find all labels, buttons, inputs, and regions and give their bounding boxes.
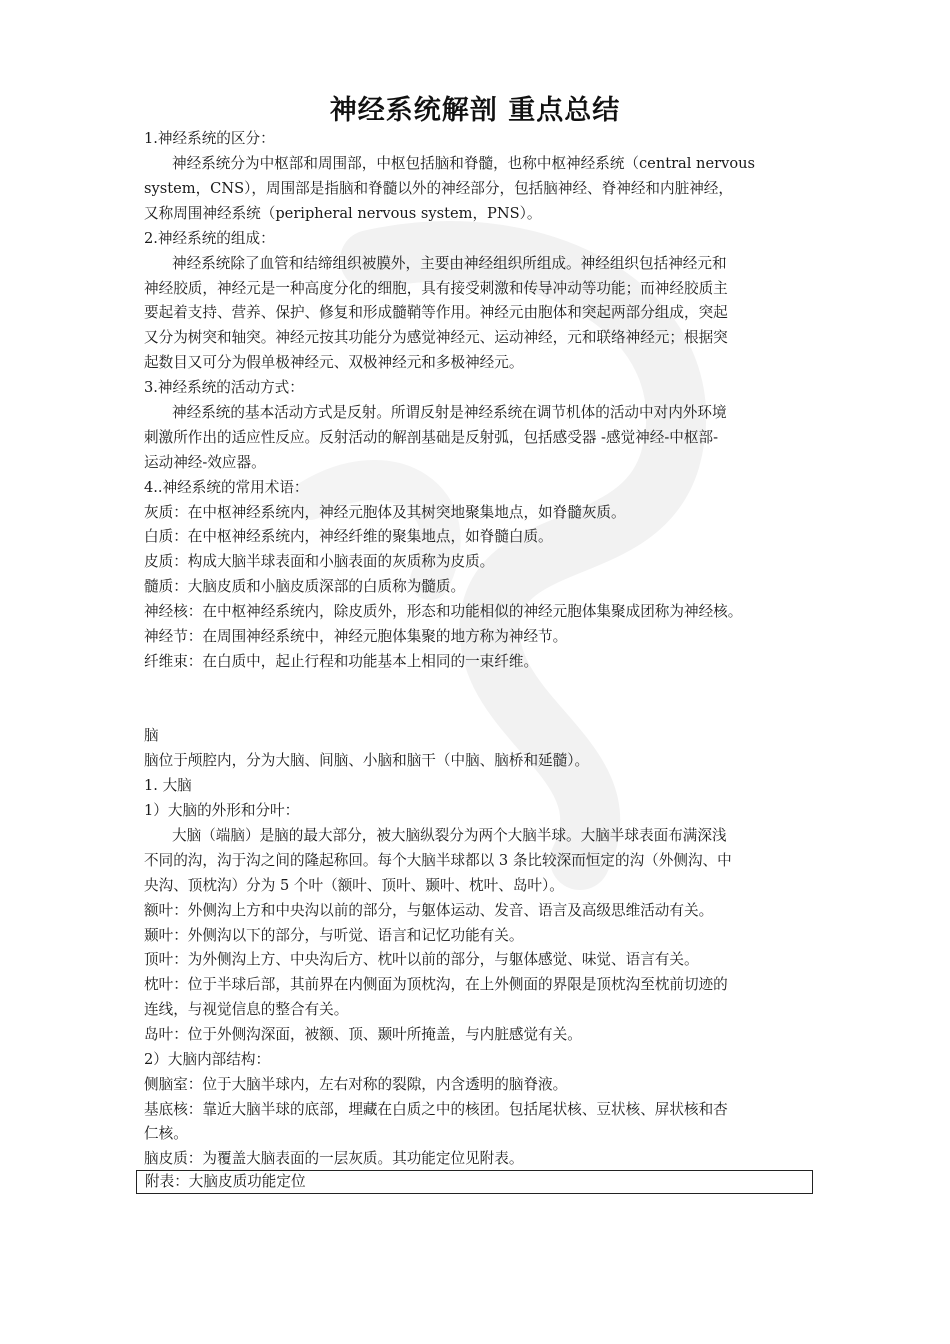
section-4-heading: 4..神经系统的常用术语： — [144, 479, 309, 496]
lobe-line: 顶叶：为外侧沟上方、中央沟后方、枕叶以前的部分，与躯体感觉、味觉、语言有关。 — [144, 951, 699, 968]
section-3-heading: 3.神经系统的活动方式： — [144, 379, 304, 396]
structure-line: 侧脑室：位于大脑半球内，左右对称的裂隙，内含透明的脑脊液。 — [144, 1076, 568, 1093]
term-line: 神经节：在周围神经系统中，神经元胞体集聚的地方称为神经节。 — [144, 628, 568, 645]
structure-line: 基底核：靠近大脑半球的底部，埋藏在白质之中的核团。包括尾状核、豆状核、屏状核和杏 — [144, 1101, 728, 1118]
term-line: 神经核：在中枢神经系统内，除皮质外，形态和功能相似的神经元胞体集聚成团称为神经核。 — [144, 603, 743, 620]
section-2-heading: 2.神经系统的组成： — [144, 230, 275, 247]
subsection-1-heading: 1）大脑的外形和分叶： — [144, 802, 300, 819]
lobe-line: 额叶：外侧沟上方和中央沟以前的部分，与躯体运动、发音、语言及高级思维活动有关。 — [144, 902, 714, 919]
term-line: 白质：在中枢神经系统内，神经纤维的聚集地点，如脊髓白质。 — [144, 528, 553, 545]
lobe-line: 岛叶：位于外侧沟深面，被额、顶、颞叶所掩盖，与内脏感觉有关。 — [144, 1026, 582, 1043]
term-line: 髓质：大脑皮质和小脑皮质深部的白质称为髓质。 — [144, 578, 466, 595]
section-2-line: 又分为树突和轴突。神经元按其功能分为感觉神经元、运动神经，元和联络神经元；根据突 — [144, 329, 728, 346]
subsection-2-heading: 2）大脑内部结构： — [144, 1051, 271, 1068]
section-3-line: 运动神经-效应器。 — [144, 454, 266, 471]
section-3-line: 神经系统的基本活动方式是反射。所谓反射是神经系统在调节机体的活动中对内外环境 — [172, 404, 727, 421]
structure-line: 仁核。 — [144, 1125, 188, 1142]
page-title: 神经系统解剖 重点总结 — [329, 95, 621, 126]
brain-intro: 脑位于颅腔内，分为大脑、间脑、小脑和脑干（中脑、脑桥和延髓）。 — [144, 752, 590, 769]
section-2-line: 神经胶质，神经元是一种高度分化的细胞，具有接受刺激和传导冲动等功能；而神经胶质主 — [144, 280, 728, 297]
lobe-line: 颞叶：外侧沟以下的部分，与听觉、语言和记忆功能有关。 — [144, 927, 524, 944]
section-1-line: 又称周围神经系统（peripheral nervous system，PNS）。 — [144, 205, 542, 222]
section-1-line: 神经系统分为中枢部和周围部，中枢包括脑和脊髓，也称中枢神经系统（central nervous — [172, 155, 755, 172]
structure-line: 脑皮质：为覆盖大脑表面的一层灰质。其功能定位见附表。 — [144, 1150, 524, 1167]
table-caption: 附表：大脑皮质功能定位 — [145, 1173, 306, 1190]
subsection-1-line: 不同的沟，沟于沟之间的隆起称回。每个大脑半球都以 3 条比较深而恒定的沟（外侧沟、中 — [144, 852, 732, 869]
section-1-heading: 1.神经系统的区分： — [144, 130, 275, 147]
brain-heading: 脑 — [144, 727, 159, 744]
section-1-line: system，CNS），周围部是指脑和脊髓以外的神经部分，包括脑神经、脊神经和内脏神经， — [144, 180, 733, 197]
appendix-table — [136, 1170, 813, 1194]
lobe-line: 枕叶：位于半球后部，其前界在内侧面为顶枕沟，在上外侧面的界限是顶枕沟至枕前切迹的 — [144, 976, 728, 993]
term-line: 纤维束：在白质中，起止行程和功能基本上相同的一束纤维。 — [144, 653, 539, 670]
cerebrum-heading: 1. 大脑 — [144, 777, 192, 794]
term-line: 灰质：在中枢神经系统内，神经元胞体及其树突地聚集地点，如脊髓灰质。 — [144, 504, 626, 521]
subsection-1-line: 大脑（端脑）是脑的最大部分，被大脑纵裂分为两个大脑半球。大脑半球表面布满深浅 — [172, 827, 727, 844]
section-3-line: 刺激所作出的适应性反应。反射活动的解剖基础是反射弧，包括感受器 -感觉神经-中枢部- — [144, 429, 718, 446]
section-2-line: 要起着支持、营养、保护、修复和形成髓鞘等作用。神经元由胞体和突起两部分组成，突起 — [144, 304, 728, 321]
section-2-line: 起数目又可分为假单极神经元、双极神经元和多极神经元。 — [144, 354, 524, 371]
term-line: 皮质：构成大脑半球表面和小脑表面的灰质称为皮质。 — [144, 553, 495, 570]
subsection-1-line: 央沟、顶枕沟）分为 5 个叶（额叶、顶叶、颞叶、枕叶、岛叶）。 — [144, 877, 564, 894]
lobe-line: 连线，与视觉信息的整合有关。 — [144, 1001, 349, 1018]
section-2-line: 神经系统除了血管和结缔组织被膜外，主要由神经组织所组成。神经组织包括神经元和 — [172, 255, 727, 272]
